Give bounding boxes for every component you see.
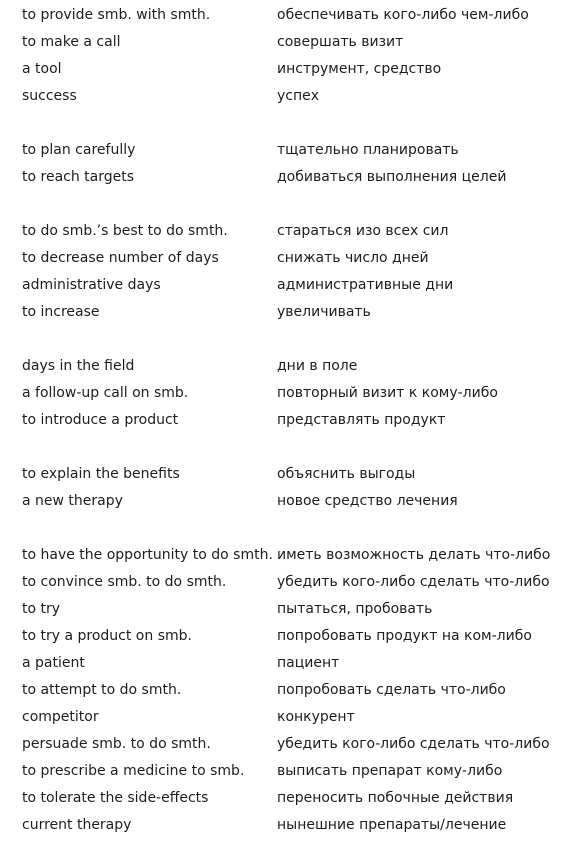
term-en: to make a call [22,34,121,50]
group-spacer [0,191,569,218]
translation-ru: убедить кого-либо сделать что-либо [277,736,550,752]
glossary-row [0,164,569,191]
translation-ru: конкурент [277,709,355,725]
translation-ru: новое средство лечения [277,493,458,509]
glossary-row [0,650,569,677]
glossary-row [0,29,569,56]
glossary-row [0,272,569,299]
glossary-row [0,542,569,569]
translation-ru: выписать препарат кому-либо [277,763,503,779]
translation-ru: представлять продукт [277,412,446,428]
term-en: days in the field [22,358,135,374]
translation-ru: обеспечивать кого-либо чем-либо [277,7,529,23]
group-spacer [0,110,569,137]
glossary-row [0,812,569,839]
glossary-row [0,245,569,272]
term-en: a tool [22,61,62,77]
term-en: a follow-up call on smb. [22,385,189,401]
glossary-row [0,596,569,623]
translation-ru: увеличивать [277,304,371,320]
term-en: current therapy [22,817,132,833]
glossary-group [0,542,569,839]
glossary-row [0,380,569,407]
glossary-row [0,56,569,83]
term-en: a patient [22,655,85,671]
glossary-row [0,407,569,434]
term-en: to reach targets [22,169,135,185]
term-en: to tolerate the side-effects [22,790,209,806]
translation-ru: попробовать сделать что-либо [277,682,506,698]
term-en: success [22,88,77,104]
term-en: to do smb.’s best to do smth. [22,223,228,239]
translation-ru: пациент [277,655,340,671]
translation-ru: иметь возможность делать что-либо [277,547,551,563]
glossary-group [0,2,569,110]
glossary-row [0,83,569,110]
term-en: administrative days [22,277,161,293]
term-en: to introduce a product [22,412,179,428]
group-spacer [0,434,569,461]
translation-ru: повторный визит к кому-либо [277,385,498,401]
group-spacer [0,326,569,353]
term-en: to plan carefully [22,142,136,158]
translation-ru: дни в поле [277,358,358,374]
translation-ru: снижать число дней [277,250,429,266]
translation-ru: убедить кого-либо сделать что-либо [277,574,550,590]
term-en: to provide smb. with smth. [22,7,211,23]
term-en: to prescribe a medicine to smb. [22,763,245,779]
glossary-group [0,461,569,515]
glossary-row [0,704,569,731]
glossary-row [0,137,569,164]
translation-ru: пытаться, пробовать [277,601,433,617]
glossary-group [0,137,569,191]
translation-ru: добиваться выполнения целей [277,169,507,185]
term-en: to decrease number of days [22,250,219,266]
glossary-row [0,569,569,596]
term-en: a new therapy [22,493,123,509]
term-en: to convince smb. to do smth. [22,574,227,590]
glossary-row [0,461,569,488]
glossary-row [0,2,569,29]
term-en: to have the opportunity to do smth. [22,547,273,563]
glossary-row [0,758,569,785]
glossary-row [0,299,569,326]
translation-ru: переносить побочные действия [277,790,514,806]
group-spacer [0,515,569,542]
glossary-row [0,488,569,515]
translation-ru: стараться изо всех сил [277,223,449,239]
glossary-row [0,731,569,758]
term-en: persuade smb. to do smth. [22,736,211,752]
term-en: to explain the benefits [22,466,180,482]
glossary-group [0,353,569,434]
term-en: competitor [22,709,99,725]
glossary-row [0,353,569,380]
glossary-row [0,785,569,812]
glossary-row [0,623,569,650]
translation-ru: административные дни [277,277,454,293]
translation-ru: инструмент, средство [277,61,442,77]
term-en: to try [22,601,61,617]
translation-ru: тщательно планировать [277,142,459,158]
term-en: to attempt to do smth. [22,682,182,698]
translation-ru: нынешние препараты/лечение [277,817,507,833]
translation-ru: объяснить выгоды [277,466,416,482]
translation-ru: успех [277,88,320,104]
term-en: to try a product on smb. [22,628,192,644]
glossary-group [0,218,569,326]
glossary-row [0,677,569,704]
translation-ru: попробовать продукт на ком-либо [277,628,532,644]
translation-ru: совершать визит [277,34,404,50]
glossary-row [0,218,569,245]
term-en: to increase [22,304,100,320]
